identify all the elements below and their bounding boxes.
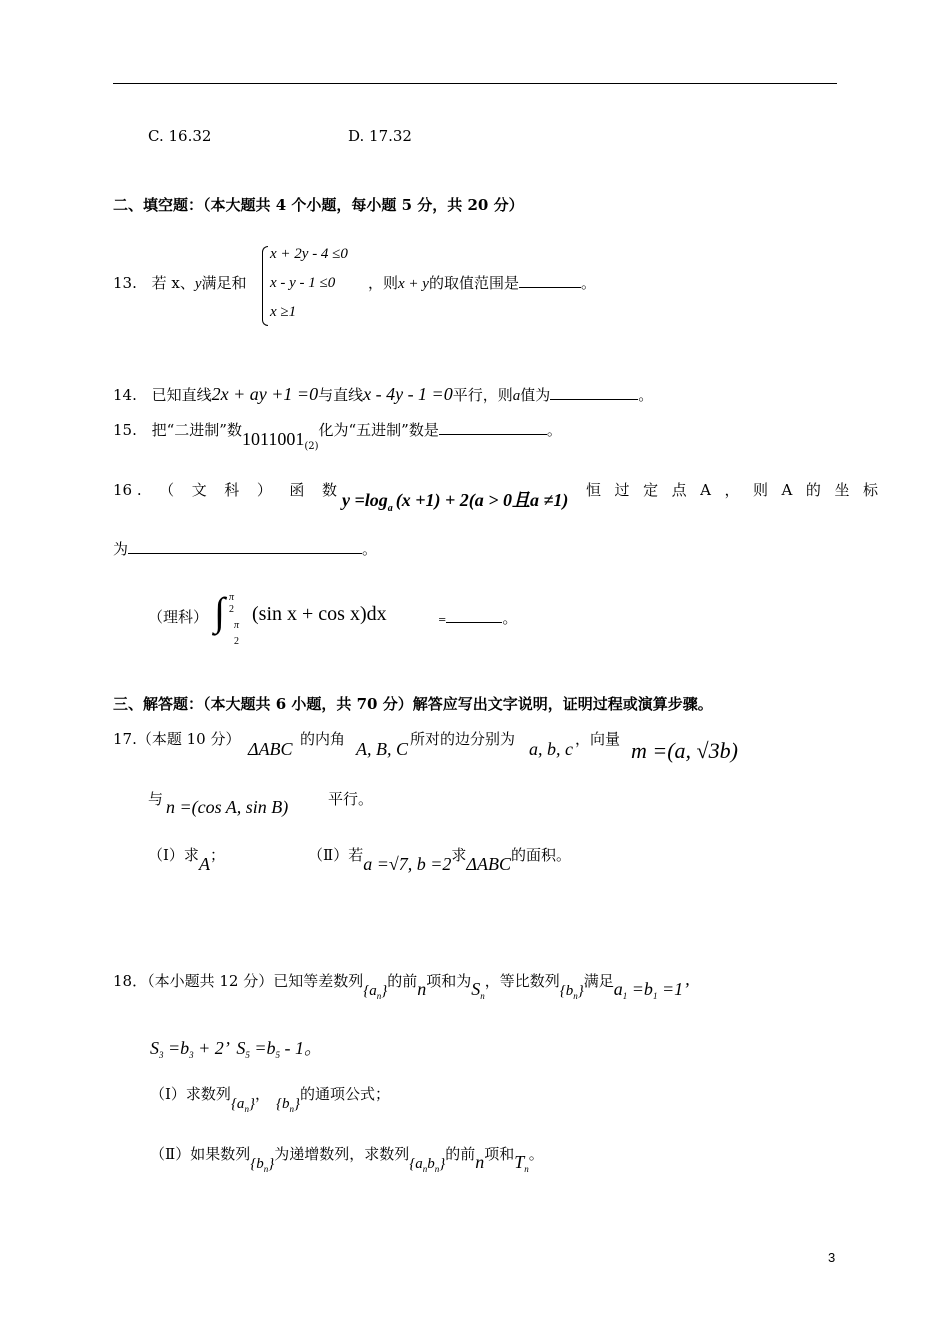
q16-eq: = bbox=[438, 615, 447, 626]
q17-line2-post: 平行。 bbox=[328, 790, 374, 808]
q16-line2 bbox=[113, 538, 377, 559]
q16-formula-sub: a bbox=[387, 503, 393, 514]
q17-t3: ，向量 bbox=[575, 730, 621, 748]
integral-upper-den: 2 bbox=[229, 604, 234, 615]
q17-vector-n: n =(cos A, sin B) bbox=[166, 797, 289, 817]
q18-p2-an-sub: n bbox=[422, 1164, 428, 1174]
q18-cond-b-sub: 1 bbox=[652, 991, 658, 1001]
q17-p1-end: ； bbox=[209, 846, 225, 864]
q16-line2-end: 。 bbox=[362, 540, 378, 558]
q18-line1 bbox=[113, 970, 690, 1001]
q16-formula-main: y =log bbox=[342, 490, 388, 510]
q13-post1: ，则 bbox=[368, 274, 399, 292]
q18-S3-sub: 3 bbox=[159, 1050, 164, 1060]
q16-word: ， bbox=[724, 481, 740, 499]
q18-p1-sep: ， bbox=[254, 1085, 270, 1103]
q15-base: (2) bbox=[304, 441, 319, 452]
integral-lower-den: 2 bbox=[234, 636, 239, 647]
q16-li-end: 。 bbox=[502, 609, 518, 627]
q14-line2: x - 4y - 1 =0 bbox=[363, 384, 453, 404]
integrand: (sin x + cos x)dx bbox=[252, 603, 387, 625]
q18-minus1: - 1 bbox=[284, 1038, 304, 1058]
q16-word: 恒 bbox=[586, 481, 602, 499]
q18-cond-a: a bbox=[613, 979, 623, 999]
q17-p2-tri: ΔABC bbox=[466, 854, 511, 874]
q14-post2: 值为 bbox=[520, 386, 551, 404]
q17-p2-cond: a =√7, b =2 bbox=[363, 854, 452, 874]
q18-p2-an: {a bbox=[409, 1156, 423, 1172]
q13-answer-blank bbox=[519, 287, 581, 288]
q13-number: 13. bbox=[113, 274, 137, 292]
q18-t2: 项和为 bbox=[426, 972, 472, 990]
q18-p1: （Ⅰ）求数列 bbox=[150, 1085, 231, 1103]
q16-word: 的 bbox=[805, 481, 821, 499]
q13-expr: x + y bbox=[398, 276, 429, 292]
q18-b3-sub: 3 bbox=[189, 1050, 194, 1060]
q14-post: 平行，则 bbox=[452, 386, 513, 404]
header-rule bbox=[113, 83, 837, 84]
q16-number: 16 . bbox=[113, 481, 142, 499]
q18-p1-an: {a bbox=[230, 1096, 245, 1112]
q18-p2-anbn-close: } bbox=[439, 1156, 446, 1172]
q18-p1-an-close: } bbox=[248, 1096, 255, 1112]
q13-text bbox=[113, 272, 247, 293]
q13-system-line-2: x - y - 1 ≤0 bbox=[270, 275, 336, 291]
q13-tail bbox=[368, 272, 596, 293]
q16-integrand bbox=[252, 603, 387, 626]
section-2-title: 二、填空题：（本大题共 4 个小题，每小题 5 分，共 20 分） bbox=[113, 196, 524, 214]
q13-system-line-1: x + 2y - 4 ≤0 bbox=[270, 246, 348, 262]
q18-cond-end: =1 bbox=[661, 979, 684, 999]
q18-an-close: } bbox=[381, 983, 388, 999]
q14-line1: 2x + ay +1 =0 bbox=[211, 384, 319, 404]
q18-p1-bn-close: } bbox=[293, 1096, 300, 1112]
q18-p2-end: 。 bbox=[528, 1145, 544, 1163]
q17-p1: （Ⅰ）求 bbox=[148, 846, 199, 864]
q13-post2: 的取值范围是 bbox=[428, 274, 519, 292]
q18-p2-t2: 项和 bbox=[484, 1145, 515, 1163]
q14-end: 。 bbox=[638, 386, 654, 404]
q18-b5: =b bbox=[254, 1038, 276, 1058]
q17-number: 17.（本题 10 分） bbox=[113, 730, 241, 748]
q18-b3: =b bbox=[168, 1038, 190, 1058]
q18-bn: {b bbox=[559, 983, 574, 999]
q17-sides: a, b, c bbox=[529, 739, 573, 759]
q18-p1-end: 的通项公式； bbox=[299, 1085, 390, 1103]
q17-line2-pre: 与 bbox=[148, 790, 164, 808]
q18-bn-sub: n bbox=[573, 991, 578, 1001]
q17-t2: 所对的边分别为 bbox=[410, 730, 516, 748]
q18-cond-a-sub: 1 bbox=[622, 991, 628, 1001]
q15-number: 15. bbox=[113, 421, 137, 439]
q17-p2-mid: 求 bbox=[451, 846, 467, 864]
q16-word: 文 bbox=[191, 481, 207, 499]
q17-p2: （Ⅱ）若 bbox=[308, 846, 364, 864]
q18-line2 bbox=[150, 1034, 322, 1060]
q18-bn-close: } bbox=[577, 983, 584, 999]
section-3-title: 三、解答题：（本大题共 6 小题，共 70 分）解答应写出文字说明，证明过程或演算步骤。 bbox=[113, 695, 713, 713]
q18-S5-sub: 5 bbox=[245, 1050, 250, 1060]
q18-Tn: T bbox=[514, 1152, 525, 1172]
q18-p2: （Ⅱ）如果数列 bbox=[150, 1145, 251, 1163]
q16-word: A bbox=[700, 481, 711, 499]
q16-word: （ bbox=[159, 481, 175, 499]
q18-p1-bn-sub: n bbox=[289, 1104, 294, 1114]
q16-li-answer-blank bbox=[446, 622, 502, 623]
q18-t1: 的前 bbox=[387, 972, 418, 990]
q18-part2: （Ⅱ）如果数列$\{b_n\}$为递增数列，求数列$\{a_nb_n\}$的前n项和$T_n$。 bbox=[150, 1145, 544, 1174]
q16-word: 则 bbox=[753, 481, 769, 499]
q16-word: 科 bbox=[224, 481, 240, 499]
q14-answer-blank bbox=[550, 399, 638, 400]
q13-brace bbox=[262, 246, 268, 326]
q13-y: y bbox=[194, 276, 202, 292]
q15-end: 。 bbox=[546, 421, 562, 439]
option-c: C. 16.32 bbox=[148, 127, 212, 145]
q16-word: 定 bbox=[643, 481, 659, 499]
q18-an-sub: n bbox=[376, 991, 382, 1001]
q18-an: {a bbox=[363, 983, 377, 999]
q16-li-label: （理科） bbox=[148, 608, 209, 626]
q16-word: 数 bbox=[321, 481, 337, 499]
q18-S3: S bbox=[150, 1038, 159, 1058]
q18-plus2: + 2 bbox=[198, 1038, 224, 1058]
option-d: D. 17.32 bbox=[348, 127, 412, 145]
q16-word: 坐 bbox=[834, 481, 850, 499]
q16-word: A bbox=[781, 481, 793, 499]
q18-p1-bn: {b bbox=[275, 1096, 290, 1112]
q14-number: 14. bbox=[113, 386, 137, 404]
q15-post: 化为“五进制”数是 bbox=[318, 421, 439, 439]
q17-part1 bbox=[148, 844, 225, 874]
q16-word: ） bbox=[256, 481, 272, 499]
q17-t1: 的内角 bbox=[300, 730, 346, 748]
integral-sign: ∫ bbox=[214, 589, 225, 634]
q16-answer-blank bbox=[128, 553, 362, 554]
integral-lower-num: π bbox=[234, 620, 240, 631]
q18-p2-bn-sub: n bbox=[263, 1164, 269, 1174]
q18-b5-sub: 5 bbox=[275, 1050, 280, 1060]
q14-mid: 与直线 bbox=[318, 386, 364, 404]
q18-p2-bn2-sub: n bbox=[434, 1164, 440, 1174]
q18-n: n bbox=[417, 979, 427, 999]
q17-p2-end: 的面积。 bbox=[510, 846, 571, 864]
q15-binary: 1011001 bbox=[241, 429, 305, 449]
q14-pre: 已知直线 bbox=[151, 386, 212, 404]
q18-p2-bn-close: } bbox=[268, 1156, 275, 1172]
q13-system-line-3: x ≥1 bbox=[270, 304, 297, 320]
q16-line1-left bbox=[113, 479, 337, 500]
q18-line2-end: 。 bbox=[303, 1038, 322, 1058]
q17-p1-var: A bbox=[198, 854, 210, 874]
q16-formula bbox=[342, 486, 568, 514]
q18-t3: ，等比数列 bbox=[484, 972, 560, 990]
q17-vector-m: m =(a, √3b) bbox=[631, 738, 738, 763]
q16-word: 过 bbox=[614, 481, 630, 499]
q18-p1-an-sub: n bbox=[244, 1104, 249, 1114]
q18-p2-t: 的前 bbox=[445, 1145, 476, 1163]
integral-upper: π bbox=[229, 592, 235, 603]
q14-text bbox=[113, 384, 653, 405]
q18-Sn: S bbox=[471, 979, 481, 999]
q16-line2-pre: 为 bbox=[113, 540, 129, 558]
q16-word: 标 bbox=[862, 481, 878, 499]
q18-p2-mid: 为递增数列，求数列 bbox=[274, 1145, 410, 1163]
q13-end: 。 bbox=[580, 274, 596, 292]
q13-mid: 满足和 bbox=[201, 274, 247, 292]
q15-answer-blank bbox=[439, 434, 547, 435]
q17-part2 bbox=[308, 844, 571, 874]
q18-p2-n: n bbox=[475, 1152, 485, 1172]
q18-S5: S bbox=[236, 1038, 246, 1058]
q16-word: 点 bbox=[671, 481, 687, 499]
q16-li-tail bbox=[438, 607, 517, 628]
q16-line1-right bbox=[586, 479, 878, 500]
q18-number: 18．（本小题共 12 分）已知等差数列 bbox=[113, 972, 364, 990]
q18-Tn-sub: n bbox=[524, 1164, 529, 1174]
q18-part1 bbox=[150, 1083, 390, 1114]
q15-text bbox=[113, 419, 562, 452]
q16-word: 函 bbox=[289, 481, 305, 499]
q18-cond-b: =b bbox=[631, 979, 653, 999]
q17-angles: A, B, C bbox=[356, 739, 408, 759]
q18-Sn-sub: n bbox=[480, 991, 485, 1001]
page-number: 3 bbox=[828, 1250, 836, 1265]
q18-t4: 满足 bbox=[583, 972, 614, 990]
q18-comma2: ’ bbox=[223, 1038, 228, 1058]
q14-var: a bbox=[512, 388, 521, 404]
q17-triangle: ΔABC bbox=[248, 739, 293, 759]
q18-p2-bn: {b bbox=[250, 1156, 264, 1172]
q18-comma: ’ bbox=[683, 979, 690, 999]
q13-pre: 若 x、 bbox=[151, 274, 195, 292]
q15-pre: 把“二进制”数 bbox=[151, 421, 242, 439]
q16-formula-rest: (x +1) + 2(a > 0且a ≠1) bbox=[395, 490, 569, 510]
